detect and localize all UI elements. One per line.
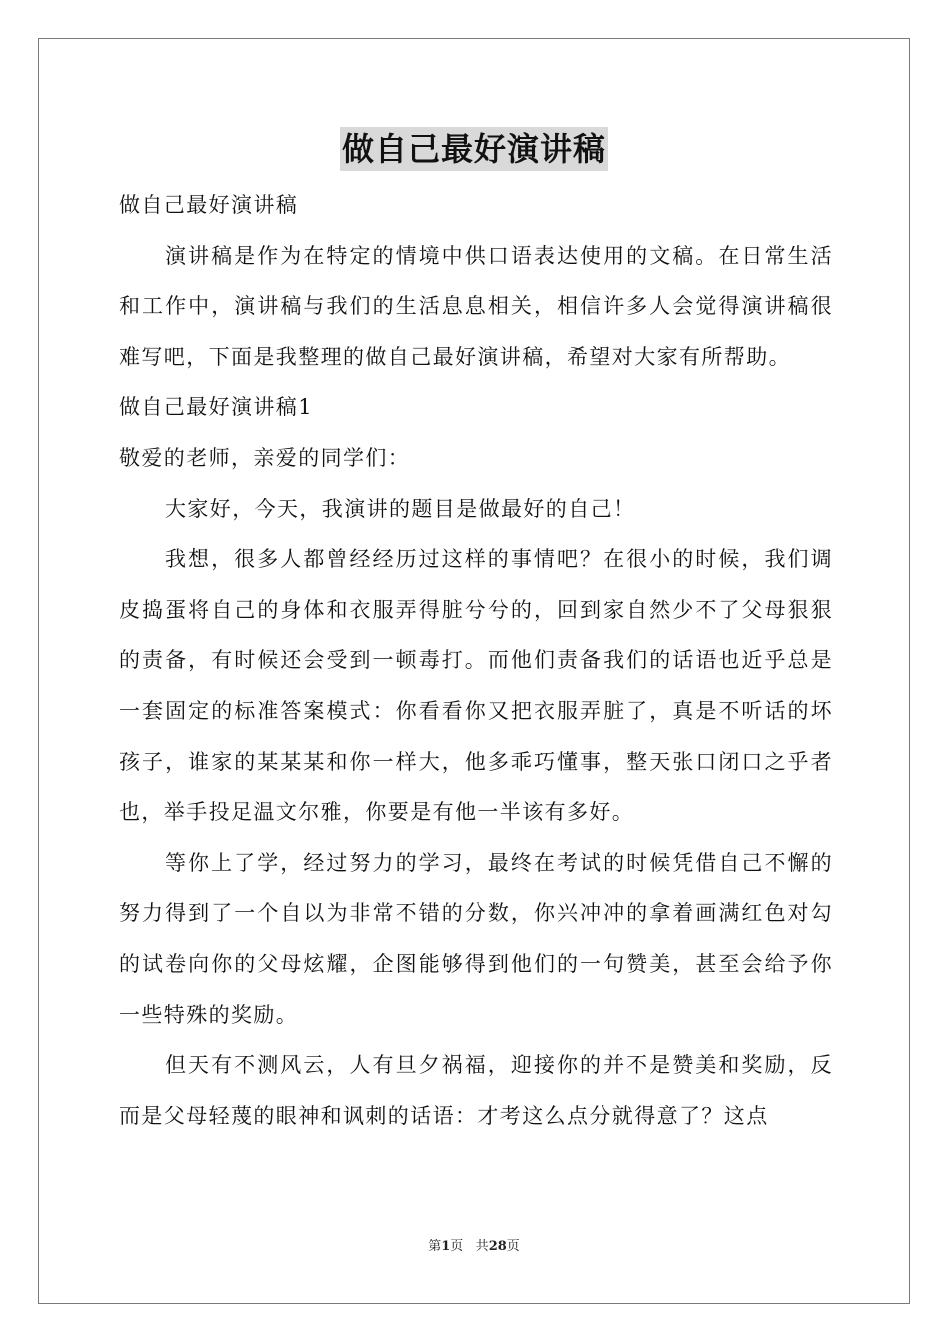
- total-pages: 28: [488, 1239, 507, 1254]
- paragraph: 等你上了学，经过努力的学习，最终在考试的时候凭借自己不懈的努力得到了一个自以为非常不错的分数，你兴冲冲的拿着画满红色对勾的试卷向你的父母炫耀，企图能够得到他们的一句赞美，甚至会给予你一些特殊的奖励。: [119, 850, 833, 1027]
- title-container: [39, 127, 909, 171]
- page-number: 1: [441, 1239, 451, 1254]
- paragraph: 我想，很多人都曾经经历过这样的事情吧？在很小的时候，我们调皮捣蛋将自己的身体和衣服弄得脏兮兮的，回到家自然少不了父母狠狠的责备，有时候还会受到一顿毒打。而他们责备我们的话语也近乎总是一套固定的标准答案模式：你看看你又把衣服弄脏了，真是不听话的坏孩子，谁家的某某某和你一样大，他多乖巧懂事，整天张口闭口之乎者也，举手投足温文尔雅，你要是有他一半该有多好。: [119, 547, 833, 825]
- total-prefix: 共: [475, 1239, 489, 1254]
- total-suffix: 页: [506, 1239, 520, 1254]
- document-title: 做自己最好演讲稿: [340, 127, 608, 171]
- paragraph: 但天有不测风云，人有旦夕祸福，迎接你的并不是赞美和奖励，反而是父母轻蔑的眼神和讽刺的话语：才考这么点分就得意了？这点: [119, 1053, 833, 1128]
- paragraph: 演讲稿是作为在特定的情境中供口语表达使用的文稿。在日常生活和工作中，演讲稿与我们的生活息息相关，相信许多人会觉得演讲稿很难写吧，下面是我整理的做自己最好演讲稿，希望对大家有所帮助。: [119, 243, 833, 369]
- page-suffix: 页: [450, 1239, 464, 1254]
- document-page: [38, 38, 910, 1304]
- paragraph: 敬爱的老师，亲爱的同学们：: [119, 445, 411, 470]
- page-footer: [39, 1235, 909, 1254]
- paragraph: 做自己最好演讲稿1: [119, 395, 313, 420]
- document-body: [119, 180, 833, 1141]
- page-prefix: 第: [428, 1239, 442, 1254]
- paragraph: 做自己最好演讲稿: [119, 193, 299, 217]
- paragraph: 大家好，今天，我演讲的题目是做最好的自己！: [165, 496, 636, 521]
